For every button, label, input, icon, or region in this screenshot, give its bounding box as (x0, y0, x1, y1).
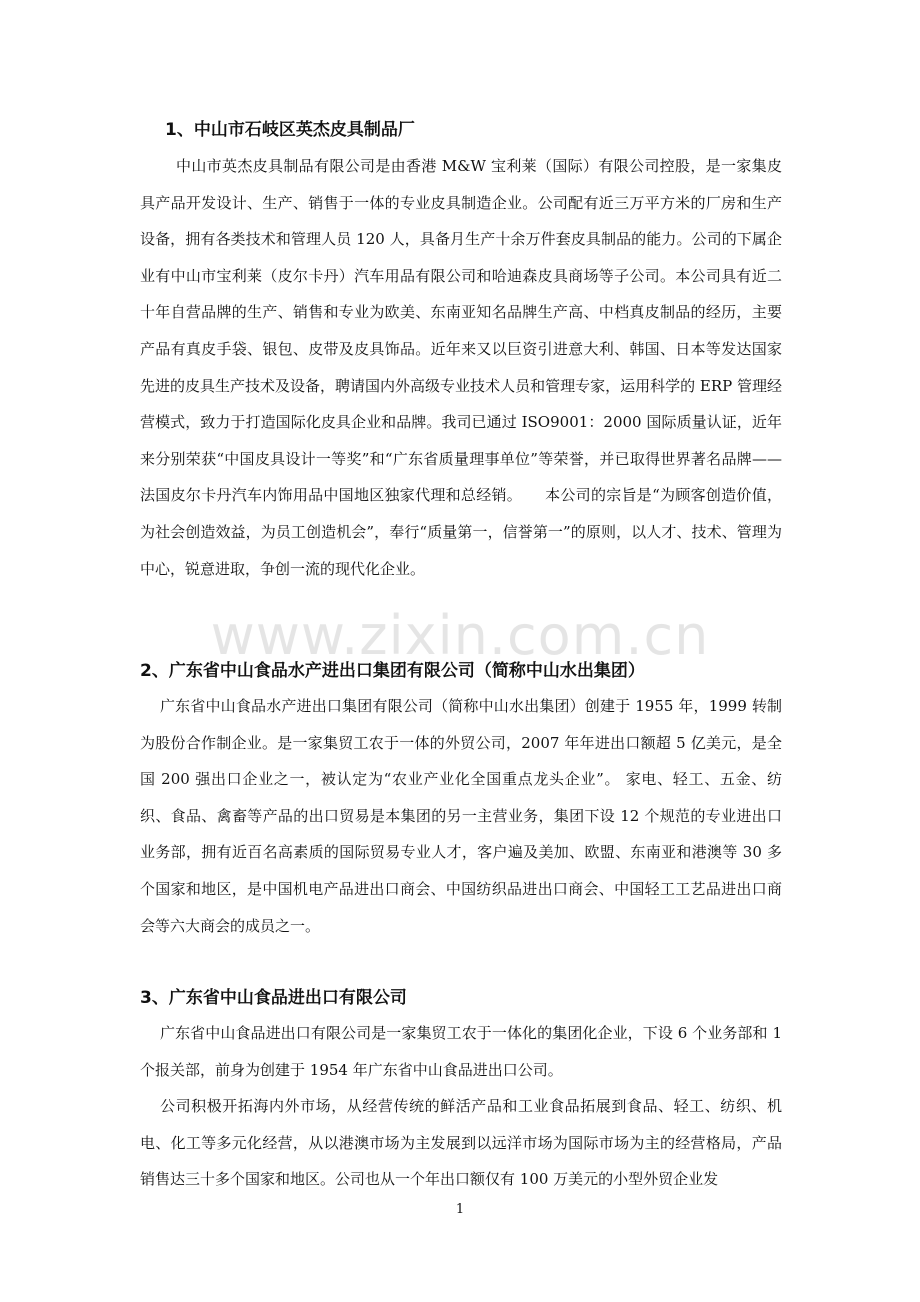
section-1-heading: 1、中山市石岐区英杰皮具制品厂 (165, 120, 415, 140)
watermark: www.zixin.com.cn (210, 604, 710, 667)
section-3-heading: 3、广东省中山食品进出口有限公司 (140, 988, 407, 1008)
section-1-body: 中山市英杰皮具制品有限公司是由香港 M&W 宝利莱（国际）有限公司控股，是一家集皮具产品开发设计、生产、销售于一体的专业皮具制造企业。公司配有近三万平方米的厂房和生产设备，拥有各类技术和管理人员 120 人，具备月生产十余万件套皮具制品的能力。公司的下属企业有中山市宝利莱（皮尔卡丹）汽车用品有限公司和哈迪森皮具商场等子公司。本公司具有近二十年自营品牌的生产、销售和专业为欧美、东南亚知名品牌生产高、中档真皮制品的经历，主要产品有真皮手袋、银包、皮带及皮具饰品。近年来又以巨资引进意大利、韩国、日本等发达国家先进的皮具生产技术及设备，聘请国内外高级专业技术人员和管理专家，运用科学的 ERP 管理经营模式，致力于打造国际化皮具企业和品牌。我司已通过 ISO9001：2000 国际质量认证，近年来分别荣获“中国皮具设计一等奖”和“广东省质量理事单位”等荣誉，并已取得世界著名品牌——法国皮尔卡丹汽车内饰用品中国地区独家代理和总经销。 本公司的宗旨是“为顾客创造价值，为社会创造效益，为员工创造机会”，奉行“质量第一，信誉第一”的原则，以人才、技术、管理为中心，锐意进取，争创一流的现代化企业。 (140, 157, 782, 578)
page-number: 1 (455, 1202, 465, 1217)
section-3-body-paragraph-1: 广东省中山食品进出口有限公司是一家集贸工农于一体化的集团化企业，下设 6 个业务部和 1 个报关部，前身为创建于 1954 年广东省中山食品进出口公司。 (140, 1024, 782, 1079)
section-2-heading: 2、广东省中山食品水产进出口集团有限公司（简称中山水出集团） (140, 661, 645, 681)
section-3-body-paragraph-2: 公司积极开拓海内外市场，从经营传统的鲜活产品和工业食品拓展到食品、轻工、纺织、机电、化工等多元化经营，从以港澳市场为主发展到以远洋市场为国际市场为主的经营格局，产品销售达三十多个国家和地区。公司也从一个年出口额仅有 100 万美元的小型外贸企业发 (140, 1097, 782, 1189)
section-2-body: 广东省中山食品水产进出口集团有限公司（简称中山水出集团）创建于 1955 年，1999 转制为股份合作制企业。是一家集贸工农于一体的外贸公司，2007 年年进出口额超 5 亿美元，是全国 200 强出口企业之一，被认定为“农业产业化全国重点龙头企业”。 家电、轻工、五金、纺织、食品、禽畜等产品的出口贸易是本集团的另一主营业务，集团下设 12 个规范的专业进出口业务部，拥有近百名高素质的国际贸易专业人才，客户遍及美加、欧盟、东南亚和港澳等 30 多个国家和地区，是中国机电产品进出口商会、中国纺织品进出口商会、中国轻工工艺品进出口商会等六大商会的成员之一。 (140, 697, 782, 935)
